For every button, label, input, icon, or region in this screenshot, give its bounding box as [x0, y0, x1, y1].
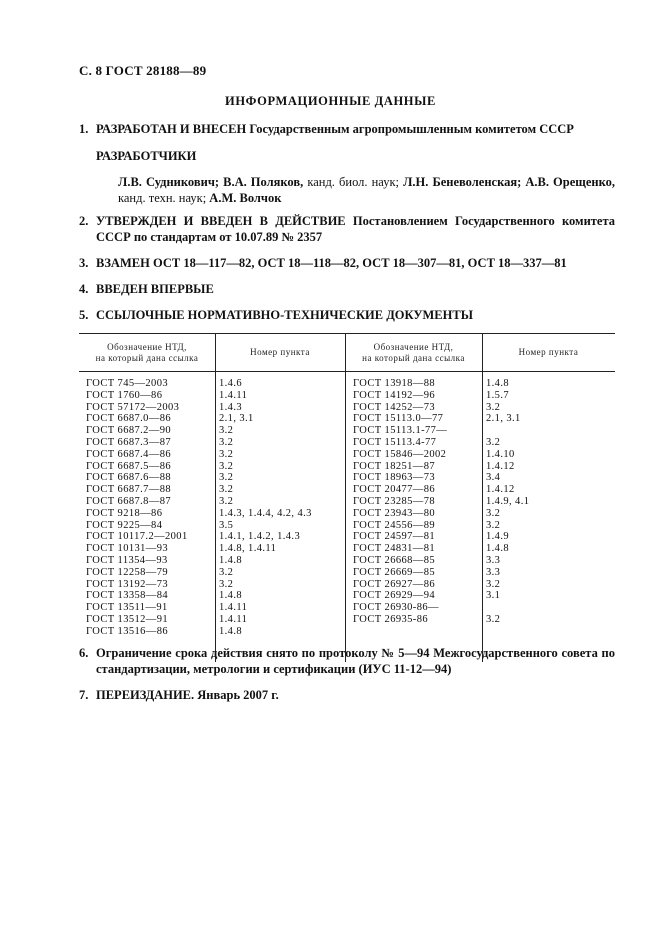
- clause-number: 1.4.11: [219, 613, 248, 625]
- column-left-docs: [86, 378, 188, 638]
- clause-number: 3.3: [486, 554, 501, 566]
- item-number: 3.: [79, 256, 89, 270]
- clause-number: 1.4.8: [219, 554, 242, 566]
- item-heading: УТВЕРЖДЕН И ВВЕДЕН В ДЕЙСТВИЕ: [96, 214, 346, 228]
- clause-number: 1.4.8: [219, 590, 242, 602]
- item-number: 7.: [79, 688, 89, 702]
- column-divider: [215, 334, 216, 371]
- doc-designation: ГОСТ 14252—73: [353, 401, 436, 413]
- clause-number: 2.1, 3.1: [486, 413, 521, 425]
- item-text: Постановлением Государственного комитета СССР по стандартам от 10.07.89 № 2357: [96, 214, 615, 244]
- clause-number: 3.2: [219, 578, 234, 590]
- table-header: [79, 333, 615, 372]
- doc-designation: ГОСТ 6687.4—86: [86, 448, 172, 460]
- clause-number: 1.4.1, 1.4.2, 1.4.3: [219, 531, 301, 543]
- clause-number: 3.2: [486, 436, 501, 448]
- item-text: Ограничение срока действия снято по протоколу № 5—94 Межгосударственного совета по стандартизации, метрологии и сертификации (ИУС 11-12—94): [96, 646, 615, 676]
- item-number: 5.: [79, 308, 89, 322]
- developer-name: А.М. Волчок: [206, 191, 282, 205]
- item-text: Январь 2007 г.: [194, 688, 279, 702]
- clause-number: 3.4: [486, 472, 501, 484]
- clause-number: 3.2: [486, 613, 501, 625]
- item-developed-by: [79, 121, 615, 137]
- clause-number: 1.4.8, 1.4.11: [219, 543, 277, 555]
- doc-designation: ГОСТ 6687.5—86: [86, 460, 172, 472]
- doc-designation: ГОСТ 13512—91: [86, 613, 169, 625]
- doc-designation: ГОСТ 57172—2003: [86, 401, 180, 413]
- item-heading: ПЕРЕИЗДАНИЕ.: [96, 688, 195, 702]
- header-label: Номер пункта: [518, 347, 579, 357]
- column-divider: [482, 334, 483, 371]
- doc-designation: ГОСТ 15113.1-77—: [353, 425, 448, 437]
- clause-number: 3.2: [219, 484, 234, 496]
- doc-designation: ГОСТ 24556—89: [353, 519, 436, 531]
- clause-number: 1.4.3, 1.4.4, 4.2, 4.3: [219, 507, 312, 519]
- developer-name: А.В. Орещенко,: [521, 175, 615, 189]
- doc-designation: ГОСТ 6687.2—90: [86, 425, 172, 437]
- header-doc-left: [79, 334, 215, 371]
- section-title: ИНФОРМАЦИОННЫЕ ДАННЫЕ: [225, 94, 436, 108]
- clause-number: [486, 626, 529, 638]
- item-heading: РАЗРАБОТАН И ВНЕСЕН: [96, 122, 247, 136]
- clause-number: 3.5: [219, 519, 234, 531]
- clause-number: 1.4.11: [219, 602, 248, 614]
- clause-number: 3.2: [486, 401, 501, 413]
- doc-designation: ГОСТ 26929—94: [353, 590, 436, 602]
- item-replaces: [79, 255, 615, 271]
- item-number: 1.: [79, 122, 89, 136]
- references-table: [79, 333, 615, 662]
- item-heading: ССЫЛОЧНЫЕ НОРМАТИВНО-ТЕХНИЧЕСКИЕ ДОКУМЕНТЫ: [96, 308, 473, 322]
- header-label: Обозначение НТД, на который дана ссылка: [95, 341, 199, 363]
- doc-designation: ГОСТ 26668—85: [353, 554, 436, 566]
- header-label: Обозначение НТД, на который дана ссылка: [362, 341, 465, 363]
- clause-number: 1.4.3: [219, 401, 242, 413]
- clause-number: 3.2: [486, 519, 501, 531]
- doc-designation: ГОСТ 26669—85: [353, 566, 436, 578]
- clause-number: 1.4.8: [486, 543, 509, 555]
- doc-designation: ГОСТ 15113.4-77: [353, 436, 437, 448]
- clause-number: 3.2: [219, 472, 234, 484]
- item-validity-limit: [79, 645, 615, 677]
- column-divider: [215, 372, 216, 662]
- doc-designation: ГОСТ 26927—86: [353, 578, 436, 590]
- doc-designation: ГОСТ 20477—86: [353, 484, 436, 496]
- item-heading: ВВЕДЕН ВПЕРВЫЕ: [96, 282, 214, 296]
- clause-number: [486, 602, 529, 614]
- doc-designation: ГОСТ 18251—87: [353, 460, 436, 472]
- doc-designation: ГОСТ 24831—81: [353, 543, 436, 555]
- column-right-docs: [353, 378, 447, 638]
- doc-designation: ГОСТ 6687.3—87: [86, 436, 172, 448]
- clause-number: 1.4.11: [219, 389, 248, 401]
- doc-designation: ГОСТ 15846—2002: [353, 448, 447, 460]
- doc-designation: ГОСТ 13516—86: [86, 625, 169, 637]
- clause-number: 1.4.9, 4.1: [486, 495, 530, 507]
- doc-designation: ГОСТ 23285—78: [353, 495, 436, 507]
- developer-name: В.А. Поляков,: [219, 175, 304, 189]
- header-point-right: [482, 334, 615, 371]
- doc-designation: ГОСТ 9218—86: [86, 507, 163, 519]
- clause-number: 3.2: [219, 448, 234, 460]
- developer-name: Л.В. Судникович;: [118, 175, 220, 189]
- clause-number: 1.4.12: [486, 484, 515, 496]
- developer-name: Л.Н. Беневоленская;: [399, 175, 522, 189]
- page-header: С. 8 ГОСТ 28188—89: [79, 63, 207, 78]
- item-number: 2.: [79, 214, 89, 228]
- header-doc-right: [345, 334, 482, 371]
- column-right-points: [486, 378, 529, 638]
- clause-number: 1.4.12: [486, 460, 515, 472]
- clause-number: 3.2: [219, 566, 234, 578]
- column-divider: [345, 372, 346, 662]
- doc-designation: ГОСТ 13918—88: [353, 378, 436, 389]
- item-number: 6.: [79, 646, 89, 660]
- item-number: 4.: [79, 282, 89, 296]
- clause-number: 1.4.6: [219, 378, 242, 389]
- table-body: [79, 372, 615, 662]
- doc-designation: ГОСТ 10117.2—2001: [86, 531, 188, 543]
- doc-designation: ГОСТ 9225—84: [86, 519, 163, 531]
- doc-designation: [353, 626, 447, 638]
- doc-designation: ГОСТ 14192—96: [353, 389, 436, 401]
- clause-number: 3.2: [219, 425, 234, 437]
- item-reissue: [79, 687, 615, 703]
- doc-designation: ГОСТ 15113.0—77: [353, 413, 444, 425]
- doc-designation: ГОСТ 13511—91: [86, 602, 168, 614]
- item-heading: ВЗАМЕН: [96, 256, 150, 270]
- clause-number: 1.4.10: [486, 448, 515, 460]
- doc-designation: ГОСТ 13192—73: [86, 578, 169, 590]
- developers-heading: РАЗРАБОТЧИКИ: [96, 149, 197, 163]
- clause-number: 3.2: [219, 460, 234, 472]
- developers-list: [118, 174, 615, 206]
- developer-degree: канд. техн. наук;: [118, 191, 207, 205]
- doc-designation: ГОСТ 18963—73: [353, 472, 436, 484]
- doc-designation: ГОСТ 745—2003: [86, 378, 169, 389]
- clause-number: 1.5.7: [486, 389, 509, 401]
- clause-number: 3.3: [486, 566, 501, 578]
- doc-designation: ГОСТ 6687.0—86: [86, 413, 172, 425]
- developer-degree: канд. биол. наук;: [303, 175, 399, 189]
- clause-number: 3.2: [219, 495, 234, 507]
- clause-number: 1.4.9: [486, 531, 509, 543]
- doc-designation: ГОСТ 26935-86: [353, 613, 429, 625]
- clause-number: 3.1: [486, 590, 501, 602]
- doc-designation: ГОСТ 26930-86—: [353, 602, 439, 614]
- doc-designation: ГОСТ 6687.6—88: [86, 472, 172, 484]
- clause-number: 3.2: [219, 436, 234, 448]
- doc-designation: ГОСТ 10131—93: [86, 543, 169, 555]
- doc-designation: ГОСТ 13358—84: [86, 590, 169, 602]
- clause-number: 1.4.8: [486, 378, 509, 389]
- item-first-introduced: [79, 281, 615, 297]
- doc-designation: ГОСТ 24597—81: [353, 531, 436, 543]
- item-text: ОСТ 18—117—82, ОСТ 18—118—82, ОСТ 18—307—81, ОСТ 18—337—81: [149, 256, 567, 270]
- clause-number: 1.4.8: [219, 625, 242, 637]
- item-approved: [79, 213, 615, 245]
- header-point-left: [215, 334, 345, 371]
- doc-designation: ГОСТ 11354—93: [86, 554, 168, 566]
- column-divider: [482, 372, 483, 662]
- clause-number: 2.1, 3.1: [219, 413, 254, 425]
- doc-designation: ГОСТ 6687.7—88: [86, 484, 172, 496]
- header-label: Номер пункта: [250, 347, 310, 357]
- item-references: [79, 307, 615, 323]
- column-divider: [345, 334, 346, 371]
- doc-designation: ГОСТ 6687.8—87: [86, 495, 172, 507]
- clause-number: [486, 425, 529, 437]
- doc-designation: ГОСТ 12258—79: [86, 566, 169, 578]
- clause-number: 3.2: [486, 578, 501, 590]
- column-left-points: [219, 378, 312, 638]
- doc-designation: ГОСТ 23943—80: [353, 507, 436, 519]
- item-text: Государственным агропромышленным комитетом СССР: [246, 122, 574, 136]
- clause-number: 3.2: [486, 507, 501, 519]
- doc-designation: ГОСТ 1760—86: [86, 389, 163, 401]
